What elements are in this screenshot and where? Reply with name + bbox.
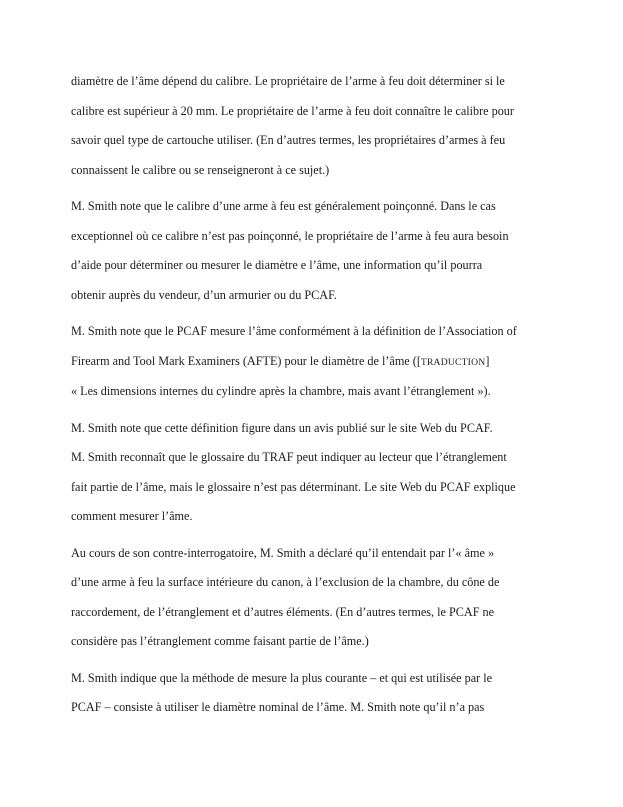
text-segment: considère pas l’étranglement comme faisant partie de l’âme.)	[71, 634, 369, 648]
text-line	[71, 473, 575, 503]
text-segment: d’une arme à feu la surface intérieure du canon, à l’exclusion de la chambre, du cône de	[71, 575, 500, 589]
text-segment: obtenir auprès du vendeur, d’un armurier ou du PCAF.	[71, 287, 337, 302]
text-line	[71, 693, 575, 723]
text-line	[71, 192, 575, 222]
paragraph	[71, 664, 575, 723]
text-segment: Firearm and Tool Mark Examiners (AFTE) pour le diamètre de l’âme ([	[71, 353, 421, 368]
text-segment: savoir quel type de cartouche utiliser. (En d’autres termes, les propriétaires d’armes à feu	[71, 133, 506, 147]
text-line	[71, 627, 575, 657]
text-segment: calibre est supérieur à 20 mm. Le propriétaire de l’arme à feu doit connaître le calibre pour	[71, 103, 514, 118]
text-segment: M. Smith reconnaît que le glossaire du TRAF peut indiquer au lecteur que l’étranglement	[71, 450, 507, 464]
text-segment: M. Smith note que le calibre d’une arme à feu est généralement poinçonné. Dans le cas	[71, 199, 496, 213]
text-segment: connaissent le calibre ou se renseigneront à ce sujet.)	[71, 162, 330, 177]
text-segment: d’aide pour déterminer ou mesurer le diamètre e l’âme, une information qu’il pourra	[71, 258, 483, 272]
paragraph	[71, 414, 575, 532]
text-segment: PCAF – consiste à utiliser le diamètre nominal de l’âme. M. Smith note qu’il n’a pas	[71, 700, 485, 714]
text-segment: M. Smith indique que la méthode de mesure la plus courante – et qui est utilisée par le	[71, 670, 493, 685]
text-line	[71, 539, 575, 569]
text-line	[71, 377, 575, 407]
paragraph	[71, 539, 575, 657]
text-line	[71, 443, 575, 473]
text-segment: « Les dimensions internes du cylindre après la chambre, mais avant l’étranglement »).	[71, 384, 491, 398]
text-line	[71, 222, 575, 252]
text-segment: comment mesurer l’âme.	[71, 509, 193, 523]
text-line	[71, 317, 575, 347]
paragraph	[71, 317, 575, 407]
text-line	[71, 67, 575, 97]
text-segment: diamètre de l’âme dépend du calibre. Le propriétaire de l’arme à feu doit déterminer si le	[71, 74, 505, 88]
text-line	[71, 347, 575, 378]
text-line	[71, 156, 575, 186]
text-line	[71, 281, 575, 311]
text-segment: fait partie de l’âme, mais le glossaire n’est pas déterminant. Le site Web du PCAF explique	[71, 479, 516, 494]
text-segment: ]	[485, 353, 490, 368]
text-segment: M. Smith note que le PCAF mesure l’âme conformément à la définition de l’Association of	[71, 324, 517, 338]
text-line	[71, 251, 575, 281]
text-line	[71, 598, 575, 628]
paragraph	[71, 67, 575, 185]
text-line	[71, 97, 575, 127]
text-segment: raccordement, de l’étranglement et d’autres éléments. (En d’autres termes, le PCAF ne	[71, 604, 495, 619]
text-line	[71, 502, 575, 532]
paragraph	[71, 192, 575, 310]
text-line	[71, 664, 575, 694]
text-line	[71, 414, 575, 444]
text-segment: exceptionnel où ce calibre n’est pas poinçonné, le propriétaire de l’arme à feu aura besoin	[71, 228, 509, 243]
text-line	[71, 568, 575, 598]
text-segment: M. Smith note que cette définition figure dans un avis publié sur le site Web du PCAF.	[71, 420, 493, 435]
text-line	[71, 126, 575, 156]
text-segment: Au cours de son contre-interrogatoire, M. Smith a déclaré qu’il entendait par l’« âme »	[71, 545, 495, 560]
smallcaps-text: TRADUCTION	[420, 356, 486, 368]
